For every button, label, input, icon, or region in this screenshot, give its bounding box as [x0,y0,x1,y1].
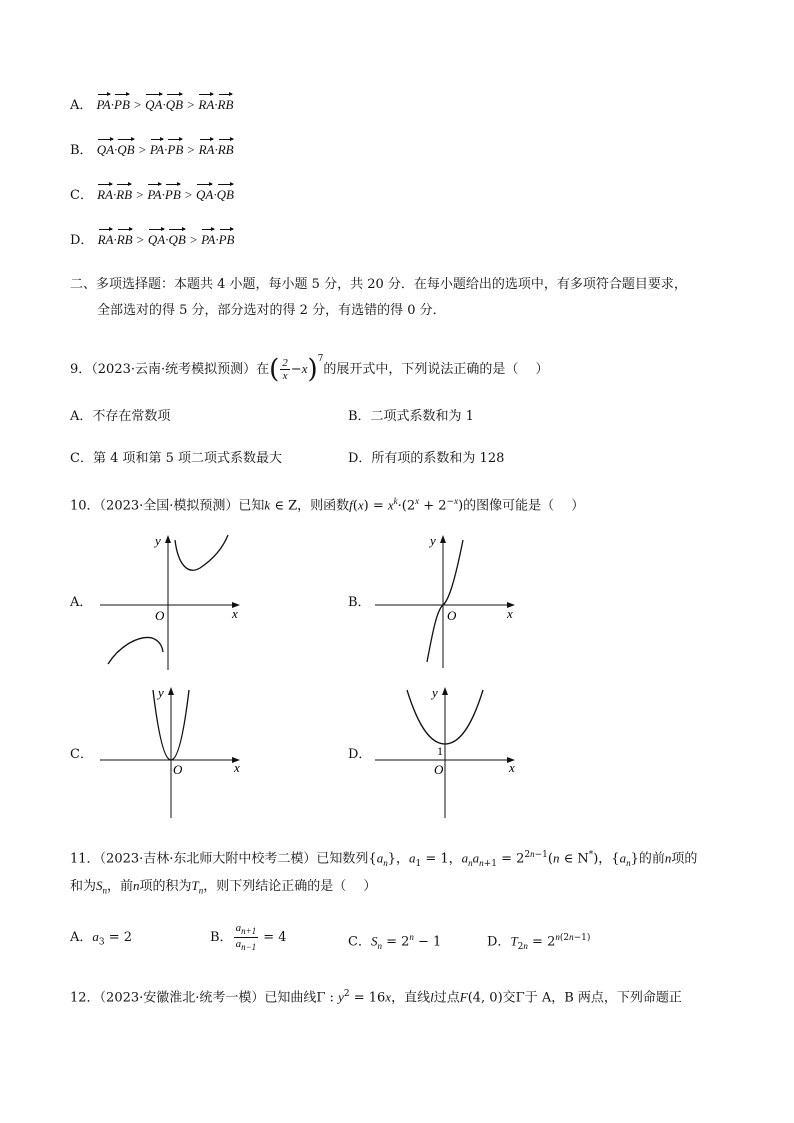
vector-term: QA [96,142,115,157]
origin-label: O [155,608,165,623]
vector-term: RA [198,97,215,112]
vector-term: QB [168,232,186,247]
vector-term: QB [117,142,135,157]
axis-x-label: x [507,606,513,621]
option-letter: A． [70,98,93,113]
vector-term: PA [147,187,162,202]
fraction: $\frac{a_{n+1}}{a_{n-1}}$ [235,922,257,953]
q12-mid: ，直线 [391,990,431,1006]
axis-y-label: y [432,685,438,700]
vector-term: PB [167,142,184,157]
q11-stem-line1: 11．（2023·吉林·东北师大附中校考二模）已知数列$\{a_n\}$，$a_1 = 1$，$a_na_{n+1} = 2^{2n-1}(n$ ∈ N*)，$\{a_n\}$的前n项的 [70,849,698,869]
vector-term: PB [164,187,181,202]
vector-term: PA [201,232,216,247]
fraction: $\frac{2}{x}$ [282,357,288,382]
graph-d [375,682,525,820]
q11-option-b: B． $\frac{a_{n+1}}{a_{n-1}}$ = 4 [210,922,287,953]
vector-term: QB [216,187,234,202]
q11-option-a: A．$a_3 = 2$ [70,929,133,948]
q10-label-d: D． [348,747,372,762]
q8-option-b: B． QA·QB > PA·PB > RA·RB [70,142,234,158]
q9-stem-suffix: 的展开式中，下列说法正确的是（ ） [323,362,549,377]
q8-option-a: A． PA·PB > QA·QB > RA·RB [70,97,234,113]
vector-term: RB [217,142,234,157]
q11-line1-prefix: 11．（2023·吉林·东北师大附中校考二模）已知数列 [70,851,369,867]
vector-term: RB [217,97,234,112]
q11-line2-suffix: ，则下列结论正确的是（ ） [203,879,377,894]
axis-y-label: y [158,685,164,700]
q11-stem-line2: 和为$S_n$，前n项的积为$T_n$，则下列结论正确的是（ ） [70,878,377,896]
vector-term: QA [147,232,166,247]
tick-one-label: 1 [437,744,443,758]
q10-label-c: C． [70,747,93,762]
q10-stem-prefix: 10．（2023·全国·模拟预测）已知 [70,498,265,514]
vector-term: PA [149,142,165,157]
q11-line2-mid: ，前 [107,879,134,894]
origin-label: O [434,762,444,777]
option-letter: D． [70,233,94,248]
q10-label-b: B． [348,595,371,610]
q10-label-a: A． [70,595,93,610]
q9-option-a: A．不存在常数项 [70,409,171,424]
option-letter: A． [70,930,93,945]
vector-term: RB [116,232,133,247]
vector-term: QA [196,187,214,202]
axis-y-label: y [155,533,161,548]
vector-term: QB [165,97,184,112]
origin-label: O [447,608,457,623]
q11-option-c: C．$S_n = 2^n - 1$ [348,932,442,951]
q8-option-c: C． RA·RB > PA·PB > QA·QB [70,187,234,203]
q10-stem-mid: ，则函数 [297,498,350,514]
q11-line1-mid: ， [395,851,409,867]
option-letter: C． [348,934,371,950]
vector-term: PA [96,97,111,112]
q9-option-d: D．所有项的系数和为 128 [348,451,505,466]
q12-suffix: 于 A，B 两点，下列命题正 [524,990,682,1006]
option-letter: B． [210,930,233,946]
q11-line1-end: 项的 [671,851,698,867]
origin-label: O [173,762,183,777]
q10-stem: 10．（2023·全国·模拟预测）已知k ∈ Z，则函数$f(x) = x^k\cdot(2^x + 2^{-x})$的图像可能是（ ） [70,496,585,514]
q10-stem-suffix: 的图像可能是（ ） [463,498,585,514]
section-heading-line2: 全部选对的得 5 分，部分选对的得 2 分，有选错的得 0 分． [97,303,446,318]
q11-line2-prefix: 和为 [70,879,97,894]
q8-option-d: D． RA·RB > QA·QB > PA·PB [70,232,235,248]
q11-line1-suffix: 的前 [638,851,665,867]
section-heading-line1: 二、多项选择题：本题共 4 小题，每小题 5 分，共 20 分．在每小题给出的选项中，有多项符合题目要求， [70,277,687,292]
axis-x-label: x [232,606,238,621]
q9-stem-prefix: 9．（2023·云南·统考模拟预测）在 [70,362,270,377]
q12-mid2: 过点 [433,990,460,1006]
q12-stem: 12．（2023·安徽淮北·统考一模）已知曲线Γ : $y^2 = 16x$，直线l过点F(4, 0)交Γ于 A，B 两点，下列命题正 [70,989,682,1006]
vector-term: RA [97,187,113,202]
graph-a [100,530,250,670]
q12-mid3: 交 [502,990,516,1006]
q12-prefix: 12．（2023·安徽淮北·统考一模）已知曲线 [70,990,317,1006]
option-letter: B． [70,143,93,158]
axis-y-label: y [430,533,436,548]
option-letter: D． [487,934,511,950]
axis-x-label: x [509,760,515,775]
vector-term: PB [218,232,235,247]
vector-term: QA [145,97,163,112]
option-letter: C． [70,188,93,203]
vector-term: RA [198,142,215,157]
axis-x-label: x [234,760,240,775]
graph-b [375,530,525,670]
q9-option-c: C．第 4 项和第 5 项二项式系数最大 [70,451,283,466]
vector-term: PB [114,97,130,112]
q9-option-b: B．二项式系数和为 1 [348,409,474,424]
q11-line2-mid2: 项的积为 [139,879,192,894]
vector-term: RA [97,232,114,247]
graph-c [100,682,250,820]
q9-stem: 9．（2023·云南·统考模拟预测）在( $\frac{2}{x}$ −x)$^7$的展开式中，下列说法正确的是（ ） [70,354,549,385]
q11-option-d: D．$T_{2n} = 2^{n(2n-1)}$ [487,932,591,952]
vector-term: RB [116,187,133,202]
